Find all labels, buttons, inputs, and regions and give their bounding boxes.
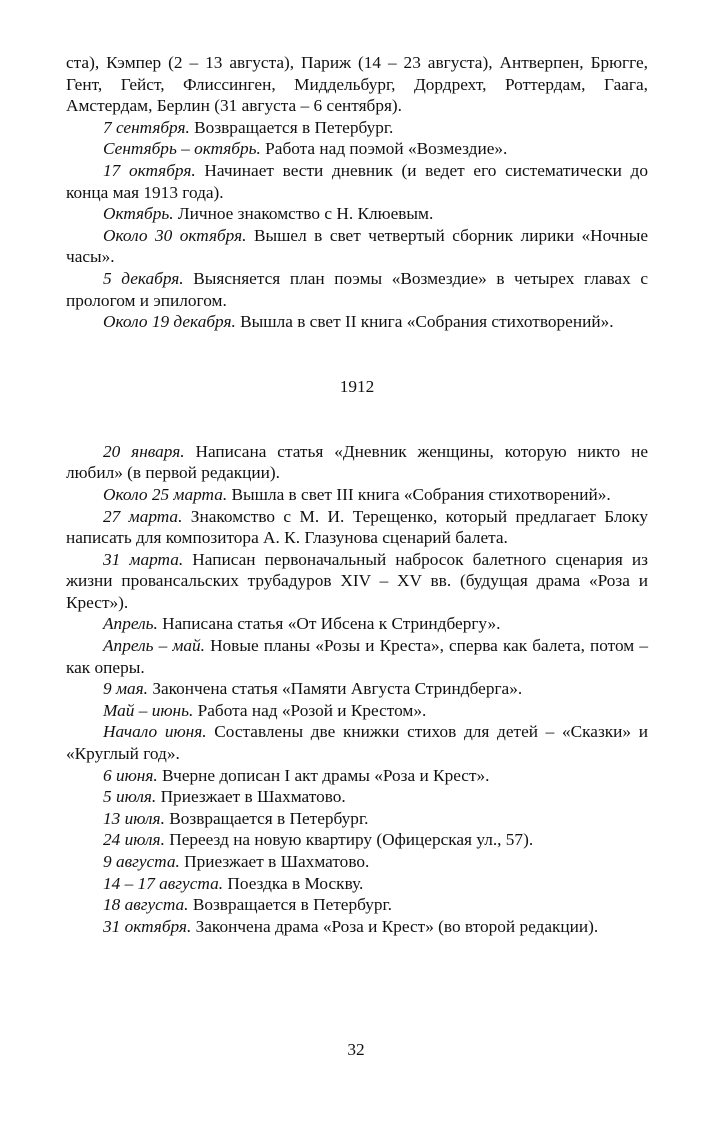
- entry-text: Выясняется план поэмы «Возмездие» в четырех главах с прологом и эпилогом.: [66, 268, 649, 310]
- entry-text: Начинает вести дневник (и ведет его систематически до конца мая 1913 года).: [66, 160, 648, 202]
- entry-text: Возвращается в Петербург.: [194, 117, 394, 137]
- chronology-entry: [66, 873, 648, 895]
- entry-date: 17 октября.: [103, 160, 196, 180]
- entry-text: Работа над «Розой и Крестом».: [197, 700, 427, 720]
- entry-date: 6 июня.: [103, 765, 158, 785]
- page-body: [66, 52, 648, 937]
- entry-date: Апрель – май.: [103, 636, 205, 656]
- chronology-entry: [66, 700, 648, 722]
- entries-1911-continued: [66, 52, 648, 333]
- entry-text: Написана статья «От Ибсена к Стриндбергу».: [162, 614, 501, 634]
- entry-date: Сентябрь – октябрь.: [103, 139, 261, 159]
- chronology-entry: [66, 829, 648, 851]
- entry-text: Поездка в Москву.: [227, 873, 364, 893]
- entry-date: Май – июнь.: [103, 700, 194, 720]
- entry-text: Закончена драма «Роза и Крест» (во второй редакции).: [195, 916, 599, 936]
- chronology-entry: [66, 506, 648, 549]
- chronology-entry: [66, 721, 648, 764]
- chronology-entry: [66, 635, 648, 678]
- entry-text: Вышла в свет II книга «Собрания стихотворений».: [240, 312, 614, 332]
- entry-date: Начало июня.: [103, 722, 207, 742]
- entry-date: 24 июля.: [103, 830, 165, 850]
- chronology-entry: [66, 441, 648, 484]
- chronology-entry: [66, 786, 648, 808]
- entry-date: 18 августа.: [103, 895, 189, 915]
- entry-text: Закончена статья «Памяти Августа Стриндберга».: [152, 679, 523, 699]
- entry-text: ста), Кэмпер (2 – 13 августа), Париж (14 – 23 августа), Антверпен, Брюгге, Гент, Гейст, Флиссинген, Миддельбург, Дордрехт, Роттердам, Гаага, Амстердам, Берлин (31 августа – 6 сентября).: [66, 53, 648, 116]
- entry-date: 27 марта.: [103, 506, 183, 526]
- chronology-entry: [66, 916, 648, 938]
- entry-text: Знакомство с М. И. Терещенко, который предлагает Блоку написать для композитора А. К. Глазунова сценарий балета.: [66, 506, 648, 548]
- entry-date: 9 мая.: [103, 679, 148, 699]
- entry-text: Приезжает в Шахматово.: [184, 852, 370, 871]
- chronology-entry: [66, 117, 648, 139]
- entry-text: Вышел в свет четвертый сборник лирики «Ночные часы».: [66, 225, 648, 267]
- chronology-entry: [66, 484, 648, 506]
- entry-text: Написан первоначальный набросок балетного сценария из жизни провансальских трубадуров XIV – XV вв. (будущая драма «Роза и Крест»).: [66, 549, 648, 612]
- entry-date: 5 июля.: [103, 787, 157, 807]
- entry-date: 20 января.: [103, 441, 185, 461]
- entry-text: Вышла в свет III книга «Собрания стихотворений».: [231, 484, 611, 504]
- entries-1912: [66, 441, 648, 938]
- page-number: 32: [347, 1040, 365, 1059]
- chronology-entry: [66, 765, 648, 787]
- chronology-entry: [66, 851, 648, 873]
- entry-date: Около 25 марта.: [103, 484, 228, 504]
- entry-text: Новые планы «Розы и Креста», сперва как балета, потом – как оперы.: [66, 636, 648, 677]
- chronology-entry: [66, 225, 648, 268]
- chronology-entry: [66, 678, 648, 700]
- entry-date: 9 августа.: [103, 852, 180, 871]
- entry-text: Переезд на новую квартиру (Офицерская ул., 57).: [169, 830, 534, 850]
- chronology-entry: [66, 549, 648, 614]
- entry-date: Апрель.: [103, 614, 158, 634]
- entry-text: Приезжает в Шахматово.: [160, 787, 346, 807]
- chronology-entry: [66, 138, 648, 160]
- entry-text: Возвращается в Петербург.: [169, 808, 369, 828]
- entry-date: 7 сентября.: [103, 117, 190, 137]
- chronology-entry: [66, 894, 648, 916]
- entry-date: 13 июля.: [103, 808, 165, 828]
- entry-text: Работа над поэмой «Возмездие».: [265, 139, 508, 159]
- entry-date: 31 марта.: [103, 549, 184, 569]
- entry-date: Октябрь.: [103, 204, 174, 224]
- chronology-entry: [66, 808, 648, 830]
- chronology-entry: [66, 613, 648, 635]
- entry-date: Около 30 октября.: [103, 225, 247, 245]
- chronology-entry: [66, 203, 648, 225]
- entry-date: Около 19 декабря.: [103, 312, 236, 332]
- entry-text: Возвращается в Петербург.: [192, 895, 392, 915]
- chronology-entry: [66, 160, 648, 203]
- chronology-entry: [66, 311, 648, 333]
- entry-text: Личное знакомство с Н. Клюевым.: [177, 204, 434, 224]
- entry-text: Написана статья «Дневник женщины, которую никто не любил» (в первой редакции).: [66, 441, 648, 483]
- chronology-entry: [66, 52, 648, 117]
- entry-date: 5 декабря.: [103, 268, 184, 288]
- year-heading: 1912: [339, 376, 375, 396]
- entry-text: Составлены две книжки стихов для детей – «Сказки» и «Круглый год».: [66, 722, 648, 764]
- entry-date: 14 – 17 августа.: [103, 873, 224, 893]
- entry-date: 31 октября.: [103, 916, 192, 936]
- entry-text: Вчерне дописан I акт драмы «Роза и Крест».: [162, 765, 490, 785]
- chronology-entry: [66, 268, 648, 311]
